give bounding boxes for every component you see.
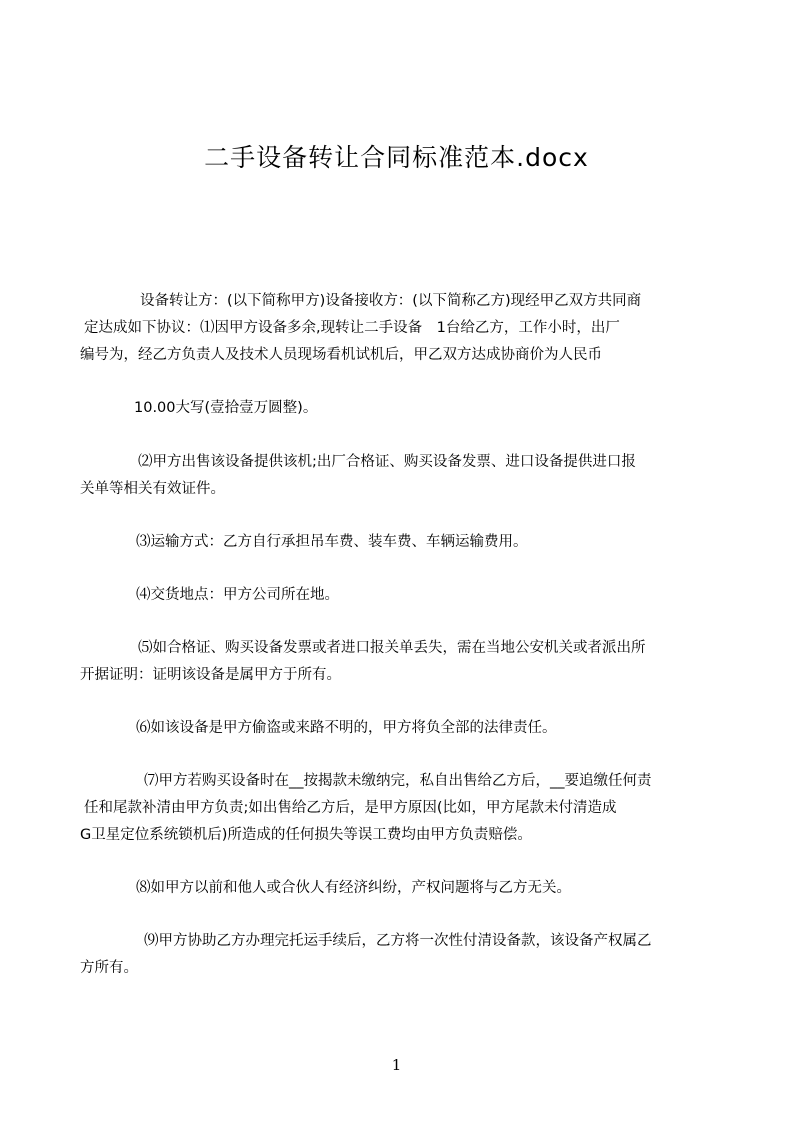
- paragraph-6-line-1: ⑸如合格证、购买设备发票或者进口报关单丢失，需在当地公安机关或者派出所: [138, 640, 646, 656]
- paragraph-10-line-2: 方所有。: [80, 960, 138, 976]
- page-number: 1: [391, 1056, 402, 1074]
- paragraph-8-line-2: 任和尾款补清由甲方负责;如出售给乙方后，是甲方原因(比如，甲方尾款未付清造成: [84, 800, 617, 816]
- paragraph-1-line-3: 编号为，经乙方负责人及技术人员现场看机试机后，甲乙双方达成协商价为人民币: [80, 347, 602, 363]
- paragraph-1-line-1: 设备转让方：(以下简称甲方)设备接收方：(以下简称乙方)现经甲乙双方共同商: [140, 293, 642, 309]
- paragraph-3-line-1: ⑵甲方出售该设备提供该机;出厂合格证、购买设备发票、进口设备提供进口报: [138, 454, 636, 470]
- paragraph-7-line-1: ⑹如该设备是甲方偷盗或来路不明的，甲方将负全部的法律责任。: [136, 720, 557, 736]
- paragraph-6-line-2: 开据证明：证明该设备是属甲方于所有。: [80, 667, 341, 683]
- paragraph-10-line-1: ⑼甲方协助乙方办理完托运手续后，乙方将一次性付清设备款，该设备产权属乙: [144, 933, 652, 949]
- paragraph-9-line-1: ⑻如甲方以前和他人或合伙人有经济纠纷，产权问题将与乙方无关。: [136, 880, 571, 896]
- paragraph-5-line-1: ⑷交货地点：甲方公司所在地。: [136, 587, 339, 603]
- paragraph-3-line-2: 关单等相关有效证件。: [80, 481, 225, 497]
- paragraph-2-line-1: 10.00大写(壹拾壹万圆整)。: [134, 400, 318, 416]
- paragraph-4-line-1: ⑶运输方式：乙方自行承担吊车费、装车费、车辆运输费用。: [136, 534, 528, 550]
- paragraph-8-line-1: ⑺甲方若购买设备时在__按揭款未缴纳完，私自出售给乙方后，__要追缴任何责: [144, 773, 652, 789]
- paragraph-1-line-2: 定达成如下协议：⑴因甲方设备多余,现转让二手设备 1台给乙方，工作小时，出厂: [84, 320, 620, 336]
- document-title: 二手设备转让合同标准范本.docx: [204, 143, 589, 172]
- paragraph-8-line-3: G卫星定位系统锁机后)所造成的任何损失等误工费均由甲方负责赔偿。: [80, 827, 532, 843]
